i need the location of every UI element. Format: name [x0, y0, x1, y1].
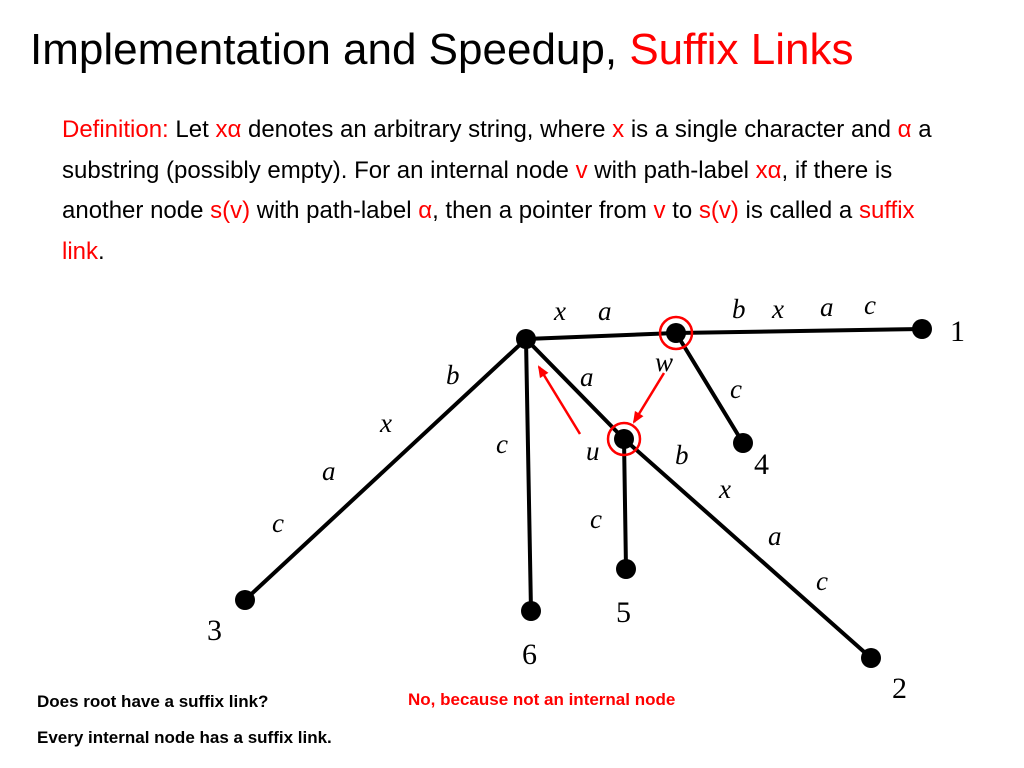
edge-label-w-leaf1-c: c — [864, 290, 876, 320]
leaf-number-3: 3 — [207, 614, 222, 647]
leaf-number-5: 5 — [616, 596, 631, 629]
leaf-number-2: 2 — [892, 672, 907, 705]
definition-segment: with path-label — [250, 197, 419, 224]
edge-label-root-leaf6-c: c — [496, 429, 508, 459]
edge-root-leaf6 — [526, 339, 531, 611]
definition-segment: to — [665, 197, 699, 224]
edge-label-root-u-a: a — [580, 362, 594, 392]
title-main: Implementation and Speedup, — [30, 25, 630, 74]
definition-segment: . — [98, 237, 105, 265]
definition-segment: with path-label — [587, 156, 756, 184]
definition-segment: xα — [215, 116, 242, 143]
definition-segment: , if there is another node — [62, 156, 893, 224]
definition-segment: a substring (possibly empty). For an internal node — [62, 116, 932, 184]
definition-label: Definition: — [62, 116, 169, 143]
edge-label-root-leaf3-a: a — [322, 456, 336, 486]
edge-root-leaf3 — [245, 339, 526, 600]
leaf-number-6: 6 — [522, 638, 537, 671]
definition-segment: x — [612, 116, 625, 143]
leaf-3-node — [235, 590, 255, 610]
definition-segment: s(v) — [698, 197, 739, 224]
node-w — [666, 323, 686, 343]
leaf-4-node — [733, 433, 753, 453]
leaf-6-node — [521, 601, 541, 621]
definition-segment: xα — [755, 156, 782, 184]
root-node — [516, 329, 536, 349]
edge-label-root-leaf3-b: b — [446, 360, 460, 390]
edge-label-w-leaf1-a: a — [820, 292, 834, 322]
suffix-link-arrow-w-u — [634, 373, 664, 422]
definition-segment: is called a — [738, 197, 859, 224]
edge-w-leaf1 — [676, 329, 922, 333]
question-root-suffix-link: Does root have a suffix link? — [37, 692, 269, 711]
edge-u-leaf2 — [624, 439, 871, 658]
suffix-link-arrow-u-root — [539, 367, 580, 434]
definition-segment: α — [418, 197, 433, 224]
node-u — [614, 429, 634, 449]
definition-segment: v — [575, 156, 588, 184]
edge-u-leaf5 — [624, 439, 626, 569]
edge-root-w — [526, 333, 676, 339]
edge-label-u-leaf2-x: x — [719, 474, 731, 504]
node-label-u: u — [586, 436, 600, 466]
edge-label-root-w-a: a — [598, 296, 612, 326]
edge-label-root-w-x: x — [554, 296, 566, 326]
statement-internal-node-suffix-link: Every internal node has a suffix link. — [37, 728, 332, 747]
definition-segment: suffix link — [62, 197, 915, 265]
answer-root-suffix-link: No, because not an internal node — [408, 690, 676, 709]
edge-label-root-leaf3-x: x — [380, 408, 392, 438]
node-label-w: w — [655, 347, 674, 377]
definition-segment: is a single character and — [624, 116, 898, 143]
leaf-2-node — [861, 648, 881, 668]
definition-segment: denotes an arbitrary string, where — [241, 116, 613, 143]
definition-segment: , then a pointer from — [432, 197, 654, 224]
leaf-1-node — [912, 319, 932, 339]
definition-segment: s(v) — [210, 197, 251, 224]
edge-label-u-leaf2-b: b — [675, 440, 689, 470]
edge-label-u-leaf2-c: c — [816, 566, 828, 596]
leaf-number-4: 4 — [754, 448, 769, 481]
edge-label-w-leaf1-x: x — [772, 294, 784, 324]
definition-segment: Let — [168, 116, 216, 143]
leaf-number-1: 1 — [950, 315, 965, 348]
definition-segment: α — [897, 116, 912, 143]
edge-label-u-leaf5-c: c — [590, 504, 602, 534]
edge-label-root-leaf3-c: c — [272, 508, 284, 538]
edge-label-u-leaf2-a: a — [768, 521, 782, 551]
title-highlight: Suffix Links — [629, 25, 854, 74]
leaf-5-node — [616, 559, 636, 579]
edge-label-w-leaf1-b: b — [732, 294, 746, 324]
definition-segment: v — [653, 197, 666, 224]
edge-label-w-leaf4-c: c — [730, 374, 742, 404]
